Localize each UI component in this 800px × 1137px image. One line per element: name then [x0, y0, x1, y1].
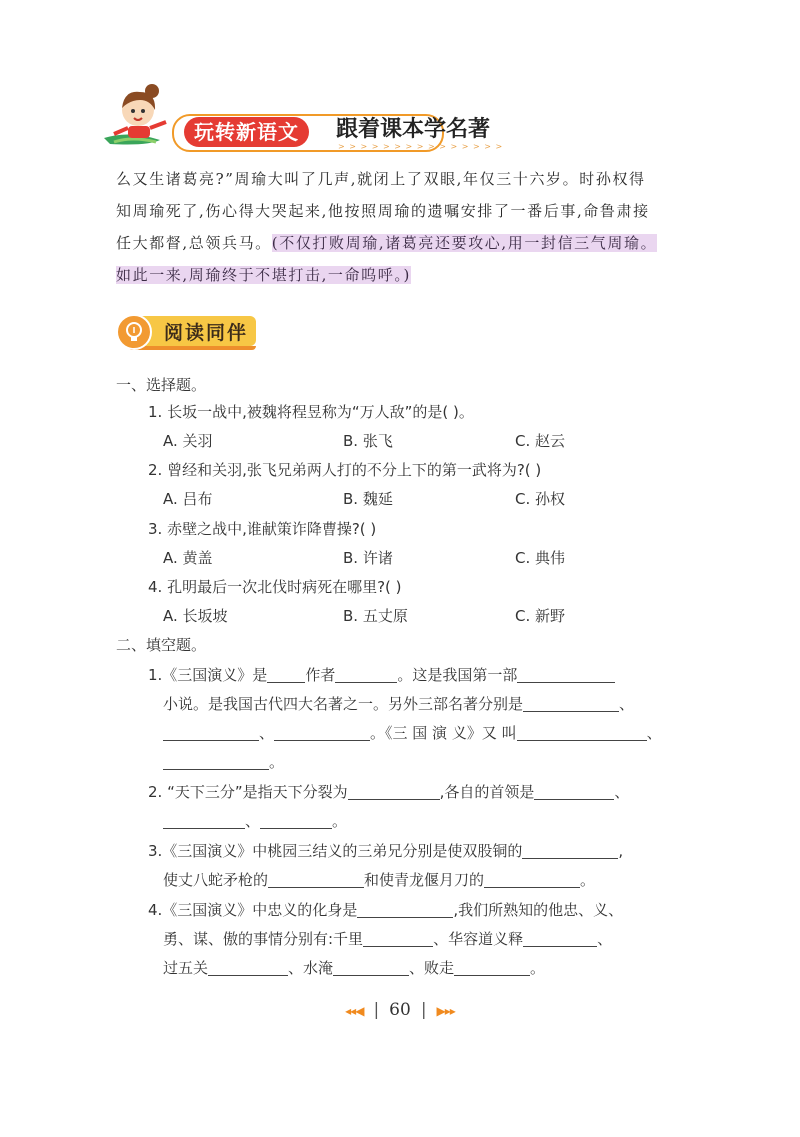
right-arrows-icon: ▶▸▸: [436, 1004, 455, 1018]
option: A. 黄盖: [163, 549, 213, 567]
question-text: 和使青龙偃月刀的: [364, 871, 485, 889]
page-number: 60: [389, 1000, 411, 1020]
question-stem: 1. 长坂一战中,被魏将程昱称为“万人敌”的是( )。: [148, 403, 474, 421]
question-text: 、: [597, 930, 613, 948]
lightbulb-icon: [116, 314, 152, 350]
question-text: 。: [580, 871, 596, 889]
question-text: 。: [530, 959, 546, 977]
answer-blank[interactable]: [267, 666, 305, 683]
option: C. 孙权: [515, 490, 566, 508]
fill-question: [148, 840, 623, 861]
answer-blank[interactable]: [163, 812, 245, 829]
question-text: 小说。是我国古代四大名著之一。另外三部名著分别是: [163, 695, 524, 713]
highlighted-note: 如此一来,周瑜终于不堪打击,一命呜呼。): [116, 266, 411, 284]
option: B. 张飞: [343, 432, 393, 450]
question-text: 。: [332, 812, 348, 830]
answer-blank[interactable]: [454, 959, 530, 976]
answer-blank[interactable]: [163, 753, 269, 770]
story-line: [116, 227, 682, 259]
highlighted-note: (不仅打败周瑜,诸葛亮还要攻心,用一封信三气周瑜。: [271, 234, 658, 252]
question-text: 、: [619, 695, 635, 713]
story-line: [116, 259, 682, 291]
question-text: 作者: [305, 666, 336, 684]
book-header: [100, 82, 540, 162]
section-title: 阅读同伴: [164, 322, 249, 344]
question-stem: 3. 赤壁之战中,谁献策诈降曹操?( ): [148, 520, 377, 538]
series-subtitle: 跟着课本学名著: [336, 117, 491, 142]
series-title: 玩转新语文: [184, 117, 309, 147]
fill-question: [148, 781, 629, 802]
page-footer: [0, 1000, 800, 1020]
answer-blank[interactable]: [333, 959, 409, 976]
answer-blank[interactable]: [274, 724, 370, 741]
option: C. 典伟: [515, 549, 566, 567]
question-text: 1.《三国演义》是: [148, 666, 268, 684]
answer-blank[interactable]: [517, 666, 615, 683]
question-text: 。《三 国 演 义》又 叫: [370, 724, 517, 742]
option: B. 许诸: [343, 549, 393, 567]
question-text: 过五关: [163, 959, 209, 977]
answer-blank[interactable]: [522, 842, 618, 859]
fill-question: [148, 664, 615, 685]
fill-question: [163, 722, 662, 743]
question-text: ,各自的首领是: [439, 783, 535, 801]
part-heading: 一、选择题。: [116, 376, 207, 394]
cartoon-girl-icon: [100, 82, 178, 160]
option: B. 魏延: [343, 490, 393, 508]
answer-blank[interactable]: [163, 724, 259, 741]
answer-blank[interactable]: [363, 930, 433, 947]
answer-blank[interactable]: [260, 812, 332, 829]
answer-blank[interactable]: [523, 930, 597, 947]
fill-question: [148, 899, 623, 920]
answer-blank[interactable]: [208, 959, 288, 976]
fill-question: [163, 928, 612, 949]
option: C. 赵云: [515, 432, 566, 450]
fill-question: [163, 751, 284, 772]
answer-blank[interactable]: [517, 724, 647, 741]
answer-blank[interactable]: [534, 783, 614, 800]
answer-blank[interactable]: [357, 901, 453, 918]
question-text: 、: [646, 724, 662, 742]
fill-question: [163, 869, 595, 890]
separator: |: [420, 1000, 427, 1020]
answer-blank[interactable]: [335, 666, 397, 683]
question-stem: 2. 曾经和关羽,张飞兄弟两人打的不分上下的第一武将为?( ): [148, 461, 542, 479]
question-text: 勇、谋、傲的事情分别有:千里: [163, 930, 364, 948]
option: A. 关羽: [163, 432, 213, 450]
question-text: 、: [259, 724, 275, 742]
question-stem: 4. 孔明最后一次北伐时病死在哪里?( ): [148, 578, 402, 596]
question-text: 、: [614, 783, 630, 801]
separator: |: [373, 1000, 380, 1020]
question-text: 。: [269, 753, 285, 771]
question-text: 、败走: [409, 959, 455, 977]
story-line: 么又生诸葛亮?”周瑜大叫了几声,就闭上了双眼,年仅三十六岁。时孙权得: [116, 170, 646, 188]
option: B. 五丈原: [343, 607, 408, 625]
answer-blank[interactable]: [268, 871, 364, 888]
decorative-dots: > > > > > > > > > > > > > > >: [338, 142, 504, 151]
left-arrows-icon: ◂◂◀: [345, 1004, 364, 1018]
question-text: 、: [245, 812, 261, 830]
option: A. 吕布: [163, 490, 213, 508]
question-text: 、华容道义释: [433, 930, 524, 948]
question-text: ,我们所熟知的他忠、义、: [453, 901, 624, 919]
option: C. 新野: [515, 607, 566, 625]
fill-question: [163, 810, 347, 831]
option: A. 长坂坡: [163, 607, 228, 625]
story-text: 任大都督,总领兵马。: [116, 234, 272, 252]
question-text: 4.《三国演义》中忠义的化身是: [148, 901, 358, 919]
question-text: 2. “天下三分”是指天下分裂为: [148, 783, 348, 801]
answer-blank[interactable]: [523, 695, 619, 712]
question-text: 3.《三国演义》中桃园三结义的三弟兄分别是使双股铜的: [148, 842, 523, 860]
question-text: 、水淹: [288, 959, 334, 977]
fill-question: [163, 957, 545, 978]
question-text: 。这是我国第一部: [397, 666, 518, 684]
answer-blank[interactable]: [348, 783, 440, 800]
answer-blank[interactable]: [484, 871, 580, 888]
fill-question: [163, 693, 634, 714]
question-text: 使丈八蛇矛枪的: [163, 871, 269, 889]
section-banner: [116, 314, 258, 348]
part-heading: 二、填空题。: [116, 636, 207, 654]
story-paragraph: [116, 163, 682, 291]
story-line: 知周瑜死了,伤心得大哭起来,他按照周瑜的遗嘱安排了一番后事,命鲁肃接: [116, 202, 650, 220]
question-text: ,: [618, 842, 624, 860]
